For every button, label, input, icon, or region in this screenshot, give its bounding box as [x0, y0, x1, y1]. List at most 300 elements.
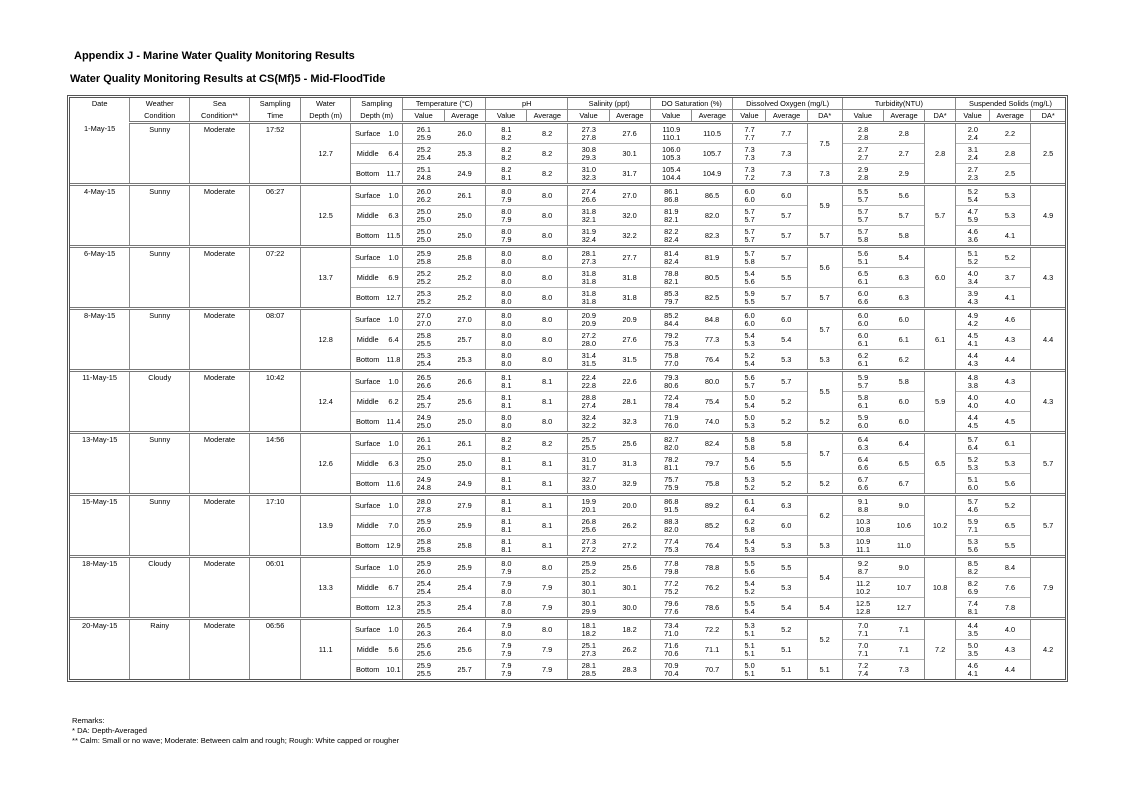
cell-temp-average: 25.0	[444, 206, 485, 226]
cell-sal-value	[568, 660, 609, 680]
value-reading-1: 12.5	[855, 599, 871, 608]
value-reading-1: 25.9	[416, 559, 432, 568]
header-average: Average	[609, 110, 650, 123]
cell-do-da-bottom: 5.4	[807, 598, 842, 619]
cell-sea: Moderate	[190, 185, 250, 247]
value-reading-1: 78.8	[664, 269, 679, 278]
cell-sal-average: 31.5	[609, 350, 650, 371]
value-reading-1: 8.2	[501, 165, 512, 174]
value-reading-1: 7.2	[857, 661, 869, 670]
cell-temp-average: 25.7	[444, 660, 485, 680]
value-reading-2: 31.8	[581, 276, 597, 286]
value-reading-1: 10.3	[855, 517, 871, 526]
cell-do-average: 5.4	[766, 598, 807, 619]
value-reading-2: 20.9	[581, 318, 597, 328]
cell-turbidity-average: 2.8	[898, 128, 909, 138]
cell-ss-average: 2.5	[990, 164, 1031, 185]
cell-date: 4-May-15	[70, 185, 130, 247]
value-reading-1: 5.7	[857, 227, 869, 236]
cell-ss-average: 6.1	[990, 433, 1031, 454]
cell-turbidity-average: 2.7	[883, 144, 924, 164]
cell-ph-value	[485, 660, 526, 680]
header-sea-condition: Condition**	[190, 110, 250, 123]
value-reading-2: 4.1	[967, 668, 978, 678]
cell-sal-value	[568, 619, 609, 640]
header-average: Average	[527, 110, 568, 123]
value-reading-1: 25.8	[416, 331, 432, 340]
value-reading-2: 8.8	[857, 504, 869, 514]
cell-do-da-bottom: 5.3	[807, 536, 842, 557]
cell-sampling-depth: 1.0	[384, 557, 403, 578]
value-reading-1: 9.2	[857, 559, 869, 568]
cell-ph-average: 8.0	[527, 619, 568, 640]
cell-turbidity-value	[842, 598, 883, 619]
cell-ph-average: 8.0	[527, 268, 568, 288]
cell-do-average: 5.5	[766, 454, 807, 474]
value-reading-2: 32.1	[581, 214, 597, 224]
value-reading-1: 24.9	[416, 413, 432, 422]
header-da: DA*	[807, 110, 842, 123]
cell-dos-average: 79.7	[692, 454, 733, 474]
cell-level: Surface	[350, 309, 384, 330]
cell-sal-average: 18.2	[609, 619, 650, 640]
cell-turbidity-value	[842, 288, 883, 309]
cell-sampling-depth: 6.4	[384, 144, 403, 164]
value-reading-1: 27.2	[581, 331, 597, 340]
cell-ss-average: 5.3	[990, 185, 1031, 206]
value-reading-2: 8.2	[967, 566, 978, 576]
cell-sampling-depth: 7.0	[384, 516, 403, 536]
value-reading-1: 79.2	[664, 331, 679, 340]
cell-water-depth: 12.7	[301, 123, 350, 185]
cell-ss-da: 4.3	[1031, 371, 1065, 433]
value-reading-1: 77.8	[664, 559, 679, 568]
value-reading-2: 27.3	[581, 648, 597, 658]
value-reading-2: 6.9	[967, 586, 978, 596]
cell-weather: Rainy	[130, 619, 190, 680]
value-reading-2: 26.0	[416, 566, 432, 576]
cell-weather: Sunny	[130, 247, 190, 309]
value-reading-1: 71.9	[664, 413, 679, 422]
cell-water-depth: 12.4	[301, 371, 350, 433]
value-reading-1: 5.8	[744, 435, 755, 444]
value-reading-1: 8.1	[501, 537, 512, 546]
cell-ss-average: 2.2	[1004, 128, 1016, 138]
header-da: DA*	[925, 110, 956, 123]
cell-dos-value	[650, 164, 691, 185]
value-reading-1: 25.2	[416, 145, 432, 154]
cell-ss-value	[956, 392, 990, 412]
value-reading-1: 11.2	[856, 579, 870, 588]
header-water-depth: Water	[301, 98, 350, 110]
value-reading-1: 10.9	[855, 537, 871, 546]
value-reading-2: 6.0	[967, 482, 978, 492]
cell-turbidity-value	[842, 474, 883, 495]
cell-sal-value	[568, 164, 609, 185]
cell-dos-value	[650, 474, 691, 495]
cell-do-average: 7.3	[766, 144, 807, 164]
header-group-1: pH	[485, 98, 567, 110]
value-reading-1: 88.3	[664, 517, 679, 526]
cell-do-average: 5.7	[766, 288, 807, 309]
cell-temp-average: 27.0	[444, 309, 485, 330]
cell-temp-value	[403, 578, 444, 598]
value-reading-1: 8.1	[501, 393, 512, 402]
cell-ss-value	[956, 474, 990, 495]
cell-turbidity-da: 10.8	[925, 557, 956, 619]
value-reading-2: 82.0	[664, 524, 679, 534]
value-reading-2: 8.1	[501, 482, 512, 492]
value-reading-2: 25.9	[416, 132, 432, 142]
cell-sampling-depth: 11.6	[384, 474, 403, 495]
value-reading-2: 75.2	[664, 586, 679, 596]
value-reading-2: 11.1	[856, 544, 870, 554]
value-reading-1: 5.0	[744, 413, 755, 422]
cell-dos-average: 86.5	[692, 185, 733, 206]
cell-dos-value	[650, 268, 691, 288]
header-group-5: Turbidity(NTU)	[842, 98, 955, 110]
cell-temp-average: 26.1	[444, 433, 485, 454]
cell-ss-average: 7.6	[990, 578, 1031, 598]
cell-sampling-time: 17:10	[249, 495, 301, 557]
cell-turbidity-value	[842, 495, 883, 516]
water-quality-table	[70, 98, 1065, 679]
cell-temp-average: 25.6	[444, 640, 485, 660]
cell-water-depth: 12.5	[301, 185, 350, 247]
cell-ss-da: 7.9	[1031, 557, 1065, 619]
value-reading-2: 25.2	[581, 566, 597, 576]
cell-ss-average: 4.0	[990, 392, 1031, 412]
cell-level: Middle	[350, 144, 384, 164]
cell-sea: Moderate	[190, 371, 250, 433]
cell-ss-value	[956, 433, 990, 454]
cell-do-da-surface-middle: 5.4	[807, 557, 842, 598]
value-reading-2: 6.6	[857, 462, 869, 472]
cell-ss-da: 4.9	[1031, 185, 1065, 247]
cell-do-average: 5.7	[766, 247, 807, 268]
header-row-1	[70, 98, 1065, 110]
value-reading-1: 5.5	[744, 599, 755, 608]
value-reading-2: 5.8	[744, 524, 755, 534]
value-reading-2: 8.1	[967, 606, 978, 616]
value-reading-1: 110.9	[662, 125, 681, 134]
cell-ph-value	[485, 247, 526, 268]
cell-temp-value	[403, 433, 444, 454]
cell-dos-average: 71.1	[692, 640, 733, 660]
cell-sal-value	[568, 433, 609, 454]
cell-sal-average: 25.6	[609, 557, 650, 578]
cell-turbidity-average: 9.0	[883, 495, 924, 516]
value-reading-2: 5.7	[744, 234, 755, 244]
cell-ss-value	[956, 495, 990, 516]
cell-ph-value	[485, 392, 526, 412]
value-reading-2: 8.1	[501, 380, 512, 390]
cell-sampling-depth: 10.1	[384, 660, 403, 680]
value-reading-1: 86.8	[664, 497, 679, 506]
value-reading-2: 22.8	[581, 380, 597, 390]
value-reading-2: 8.0	[501, 256, 512, 266]
value-reading-1: 5.6	[857, 249, 869, 258]
cell-dos-average: 76.4	[692, 350, 733, 371]
header-value: Value	[650, 110, 691, 123]
header-value: Value	[403, 110, 444, 123]
value-reading-1: 2.0	[967, 125, 978, 134]
cell-ph-average: 8.0	[527, 288, 568, 309]
cell-do-da-bottom: 5.1	[807, 660, 842, 680]
cell-temp-value	[403, 454, 444, 474]
value-reading-2: 4.2	[967, 318, 978, 328]
value-reading-2: 25.5	[416, 338, 432, 348]
cell-ss-value	[956, 288, 990, 309]
value-reading-2: 4.3	[967, 358, 978, 368]
value-reading-1: 4.0	[967, 269, 978, 278]
cell-turbidity-value	[842, 247, 883, 268]
value-reading-2: 27.0	[416, 318, 432, 328]
cell-ss-average: 5.2	[990, 495, 1031, 516]
cell-ss-value	[956, 247, 990, 268]
value-reading-1: 5.4	[744, 537, 755, 546]
cell-sampling-depth: 1.0	[384, 371, 403, 392]
value-reading-1: 28.1	[581, 249, 597, 258]
cell-dos-value	[650, 123, 691, 144]
cell-sal-average: 28.3	[609, 660, 650, 680]
cell-temp-average: 27.9	[444, 495, 485, 516]
cell-ss-average: 4.5	[990, 412, 1031, 433]
cell-turbidity-value	[842, 516, 883, 536]
cell-sal-average: 32.9	[609, 474, 650, 495]
cell-sal-value	[568, 392, 609, 412]
value-reading-1: 25.3	[416, 599, 432, 608]
cell-do-average: 5.4	[766, 330, 807, 350]
value-reading-2: 33.0	[581, 482, 597, 492]
value-reading-1: 7.9	[501, 661, 512, 670]
value-reading-2: 5.3	[744, 544, 755, 554]
cell-sampling-time: 07:22	[249, 247, 301, 309]
value-reading-1: 5.7	[967, 497, 978, 506]
cell-temp-value	[403, 392, 444, 412]
table-row	[70, 185, 1065, 206]
cell-ss-value	[956, 516, 990, 536]
value-reading-2: 6.3	[857, 442, 869, 452]
value-reading-2: 25.2	[416, 276, 432, 286]
cell-sal-value	[568, 350, 609, 371]
value-reading-2: 5.2	[744, 482, 755, 492]
value-reading-2: 25.0	[416, 214, 432, 224]
cell-do-da-surface-middle: 5.7	[807, 433, 842, 474]
cell-dos-value	[650, 640, 691, 660]
cell-dos-value	[650, 412, 691, 433]
cell-level: Surface	[350, 185, 384, 206]
value-reading-2: 32.3	[581, 172, 597, 182]
cell-sal-average: 20.9	[609, 309, 650, 330]
cell-turbidity-value	[842, 412, 883, 433]
cell-ss-value	[956, 226, 990, 247]
cell-ss-value	[956, 164, 990, 185]
cell-sal-average: 32.2	[609, 226, 650, 247]
cell-ph-average: 8.1	[527, 516, 568, 536]
cell-dos-value	[650, 226, 691, 247]
cell-level: Bottom	[350, 598, 384, 619]
cell-sal-value	[568, 247, 609, 268]
cell-turbidity-value	[842, 640, 883, 660]
cell-ph-value	[485, 557, 526, 578]
cell-do-average: 5.7	[766, 226, 807, 247]
cell-sampling-depth: 11.4	[384, 412, 403, 433]
value-reading-2: 5.6	[744, 566, 755, 576]
value-reading-1: 5.9	[857, 373, 869, 382]
value-reading-1: 4.9	[967, 311, 978, 320]
cell-do-value	[733, 536, 766, 557]
cell-turbidity-value	[842, 206, 883, 226]
value-reading-1: 30.1	[581, 579, 597, 588]
value-reading-2: 8.1	[501, 400, 512, 410]
value-reading-1: 78.2	[664, 455, 679, 464]
header-weather: Weather	[130, 98, 190, 110]
value-reading-1: 25.7	[581, 435, 597, 444]
cell-dos-average: 80.0	[692, 371, 733, 392]
cell-weather: Sunny	[130, 495, 190, 557]
value-reading-2: 5.7	[857, 380, 869, 390]
cell-ph-average: 8.0	[527, 330, 568, 350]
cell-turbidity-value	[842, 536, 883, 557]
value-reading-1: 25.2	[416, 269, 432, 278]
value-reading-2: 8.7	[857, 566, 869, 576]
cell-level: Surface	[350, 557, 384, 578]
value-reading-1: 86.1	[664, 187, 679, 196]
cell-level: Middle	[350, 516, 384, 536]
cell-temp-value	[403, 288, 444, 309]
cell-sampling-time: 06:27	[249, 185, 301, 247]
cell-sal-value	[568, 123, 609, 144]
value-reading-2: 8.2	[501, 152, 512, 162]
cell-do-value	[733, 640, 766, 660]
value-reading-1: 79.6	[664, 599, 679, 608]
cell-level: Bottom	[350, 226, 384, 247]
cell-do-average: 5.5	[766, 268, 807, 288]
cell-ph-value	[485, 309, 526, 330]
value-reading-1: 5.8	[857, 393, 869, 402]
cell-sampling-depth: 11.7	[384, 164, 403, 185]
cell-turbidity-average: 7.1	[883, 619, 924, 640]
value-reading-2: 27.3	[581, 256, 597, 266]
value-reading-1: 7.9	[501, 641, 512, 650]
value-reading-1: 5.1	[967, 475, 978, 484]
value-reading-2: 8.2	[501, 442, 512, 452]
cell-weather: Sunny	[130, 433, 190, 495]
value-reading-2: 5.8	[744, 256, 755, 266]
value-reading-2: 82.1	[664, 276, 679, 286]
cell-ss-da: 4.4	[1031, 309, 1065, 371]
cell-do-value	[733, 371, 766, 392]
value-reading-1: 6.0	[744, 187, 755, 196]
value-reading-2: 5.5	[744, 296, 755, 306]
cell-sal-value	[568, 288, 609, 309]
cell-temp-value	[403, 536, 444, 557]
value-reading-1: 8.5	[967, 559, 978, 568]
value-reading-1: 8.0	[501, 311, 512, 320]
value-reading-2: 6.0	[744, 194, 755, 204]
cell-do-value	[733, 309, 766, 330]
cell-dos-value	[650, 495, 691, 516]
cell-ss-da: 5.7	[1031, 495, 1065, 557]
cell-temp-average: 25.6	[444, 392, 485, 412]
value-reading-2: 6.1	[857, 338, 869, 348]
cell-turbidity-average: 5.8	[883, 226, 924, 247]
value-reading-2: 8.1	[501, 504, 512, 514]
cell-do-value	[733, 619, 766, 640]
value-reading-2: 7.2	[744, 172, 755, 182]
cell-do-average: 5.3	[766, 536, 807, 557]
value-reading-1: 20.9	[581, 311, 597, 320]
cell-level: Bottom	[350, 660, 384, 680]
cell-sea: Moderate	[190, 495, 250, 557]
value-reading-2: 2.4	[967, 152, 978, 162]
value-reading-1: 79.3	[664, 373, 679, 382]
value-reading-2: 5.1	[744, 648, 755, 658]
value-reading-1: 70.9	[664, 661, 679, 670]
value-reading-2: 24.8	[416, 482, 432, 492]
value-reading-2: 6.6	[857, 482, 869, 492]
value-reading-1: 31.8	[581, 207, 597, 216]
value-reading-2: 5.7	[744, 214, 755, 224]
value-reading-1: 7.0	[857, 621, 869, 630]
value-reading-1: 2.9	[857, 165, 869, 174]
cell-ss-average: 3.7	[990, 268, 1031, 288]
value-reading-1: 7.9	[501, 621, 512, 630]
cell-temp-value	[403, 330, 444, 350]
cell-turbidity-average: 6.2	[883, 350, 924, 371]
value-reading-1: 8.2	[501, 145, 512, 154]
value-reading-2: 6.0	[857, 420, 869, 430]
value-reading-1: 6.4	[857, 435, 869, 444]
cell-ph-average: 8.0	[527, 309, 568, 330]
cell-ph-average: 7.9	[527, 640, 568, 660]
value-reading-2: 7.9	[501, 214, 512, 224]
remark-line-sea-condition: ** Calm: Small or no wave; Moderate: Between calm and rough; Rough: White capped or rougher	[72, 736, 400, 745]
cell-turbidity-average: 5.7	[883, 206, 924, 226]
value-reading-2: 25.6	[416, 648, 432, 658]
cell-date: 18-May-15	[70, 557, 130, 619]
header-group-4: Dissolved Oxygen (mg/L)	[733, 98, 842, 110]
value-reading-1: 5.7	[967, 435, 978, 444]
cell-dos-value	[650, 185, 691, 206]
cell-ph-average: 8.1	[527, 474, 568, 495]
cell-level: Surface	[350, 247, 384, 268]
header-depth-m: Depth (m)	[301, 110, 350, 123]
cell-dos-value	[650, 309, 691, 330]
cell-dos-average: 82.5	[692, 288, 733, 309]
cell-turbidity-value	[842, 226, 883, 247]
value-reading-2: 32.4	[581, 234, 597, 244]
value-reading-1: 8.1	[501, 517, 512, 526]
value-reading-2: 7.9	[501, 648, 512, 658]
value-reading-2: 5.7	[744, 380, 755, 390]
value-reading-1: 8.0	[501, 207, 512, 216]
value-reading-2: 26.6	[416, 380, 432, 390]
cell-temp-value	[403, 350, 444, 371]
value-reading-1: 6.0	[857, 311, 869, 320]
cell-ph-value	[485, 640, 526, 660]
value-reading-1: 9.1	[857, 497, 869, 506]
value-reading-1: 71.6	[664, 641, 679, 650]
value-reading-2: 25.8	[416, 256, 432, 266]
value-reading-1: 7.7	[744, 125, 755, 134]
cell-turbidity-average: 7.3	[883, 660, 924, 680]
value-reading-2: 5.6	[744, 462, 755, 472]
cell-sal-value	[568, 268, 609, 288]
value-reading-1: 26.1	[416, 125, 432, 134]
cell-do-da-surface-middle: 5.9	[807, 185, 842, 226]
